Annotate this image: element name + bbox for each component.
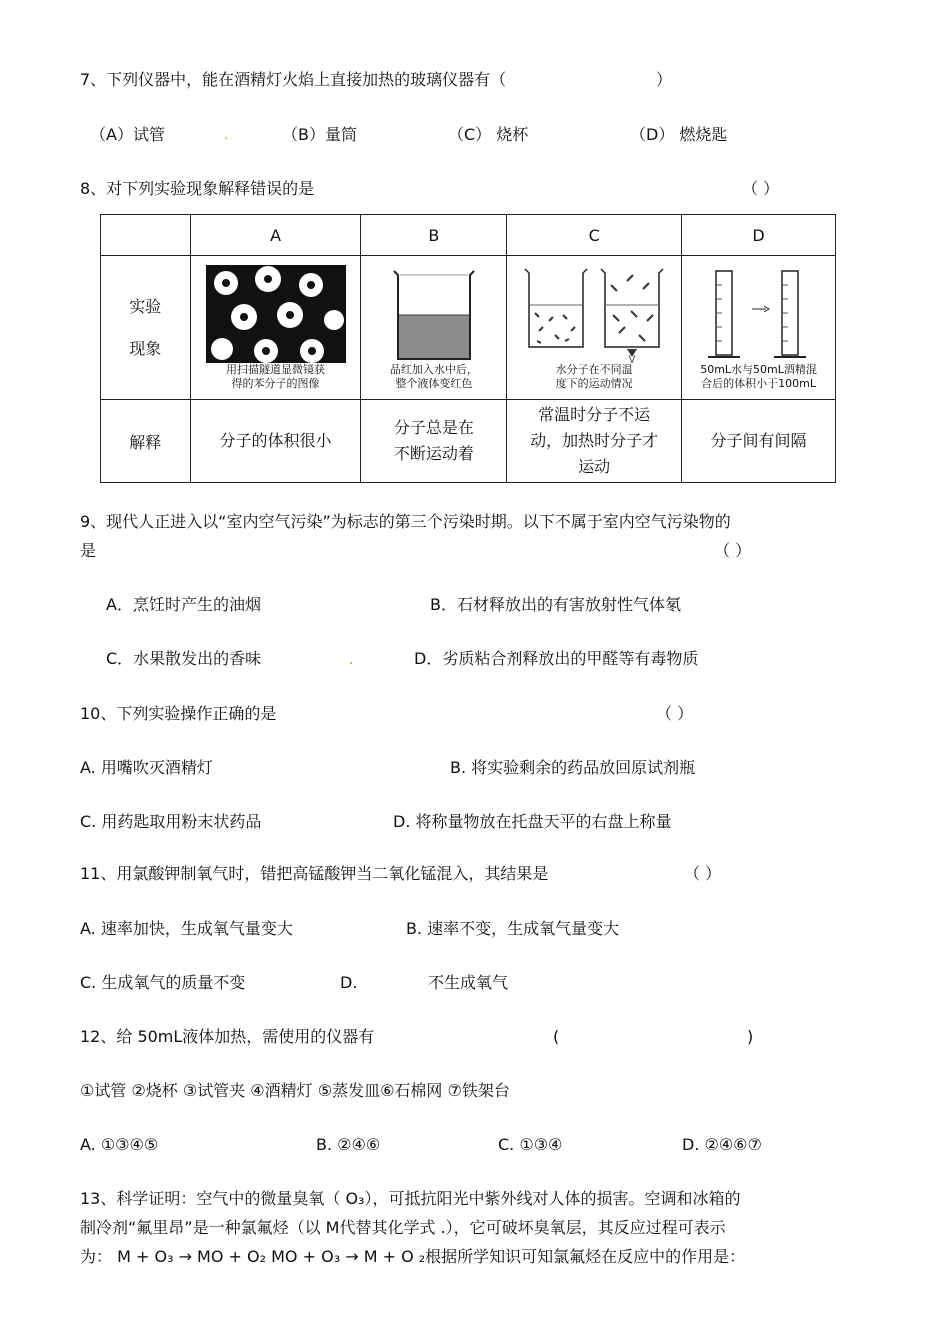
explanation-b-line1: 分子总是在: [393, 418, 474, 437]
q12-stem: 12、给 50mL液体加热，需使用的仪器有: [80, 1027, 375, 1046]
experiment-table: [100, 214, 836, 483]
cell-image-c: [507, 256, 682, 400]
benzene-stm-image: [206, 265, 346, 363]
cell-image-b: [361, 256, 507, 400]
q9-option-c: C．水果散发出的香味: [106, 649, 262, 668]
q9-option-d: D．劣质粘合剂释放出的甲醛等有毒物质: [414, 649, 699, 668]
q10-option-b: B. 将实验剩余的药品放回原试剂瓶: [450, 758, 696, 777]
q9-stem-cont: 是: [80, 541, 97, 560]
q13-line2: 制冷剂“氟里昂”是一种氯氟烃（以 M代替其化学式 .），它可破坏臭氧层，其反应过程可表示: [80, 1218, 726, 1237]
table-header-c: C: [507, 215, 682, 256]
caption-a-line2: 得的苯分子的图像: [231, 376, 320, 390]
q10-option-d: D. 将称量物放在托盘天平的右盘上称量: [393, 812, 672, 831]
q12-option-a: A. ①③④⑤: [80, 1135, 159, 1154]
table-header-b: B: [361, 215, 507, 256]
q12-option-c: C. ①③④: [498, 1135, 563, 1154]
explanation-c-line1: 常温时分子不运: [538, 405, 651, 424]
explanation-c: [507, 400, 682, 483]
caption-c-line1: 水分子在不同温: [555, 362, 633, 376]
q7-stem: 7、下列仪器中，能在酒精灯火焰上直接加热的玻璃仪器有（: [80, 70, 507, 89]
q9-stem: 9、现代人正进入以“室内空气污染”为标志的第三个污染时期。以下不属于室内空气污染物的: [80, 512, 731, 531]
stray-dot: .: [349, 652, 354, 668]
row-label-line2: 现象: [129, 338, 162, 358]
q11-option-d-text: 不生成氧气: [428, 973, 509, 992]
caption-b-line2: 整个液体变红色: [395, 376, 473, 390]
cell-image-d: [682, 256, 836, 400]
q8-paren: （ ）: [742, 179, 780, 198]
caption-d-line2: 合后的体积小于100mL: [701, 376, 816, 390]
explanation-c-line3: 运动: [578, 457, 611, 476]
explanation-b: [361, 400, 507, 483]
q7-option-a: （A）试管: [90, 125, 165, 144]
beaker-red-ink-image: [384, 265, 484, 363]
q10-option-c: C. 用药匙取用粉末状药品: [80, 812, 262, 831]
q7-option-c: （C） 烧杯: [448, 125, 529, 144]
explanation-c-line2: 动，加热时分子才: [530, 431, 659, 450]
explanation-d-line1: 分子间有间隔: [710, 431, 807, 450]
row-label-explanation: 解释: [101, 400, 191, 483]
caption-c-line2: 度下的运动情况: [555, 376, 633, 390]
q10-option-a: A. 用嘴吹灭酒精灯: [80, 758, 213, 777]
caption-a-line1: 用扫描隧道显微镜获: [226, 362, 326, 376]
q10-paren: （ ）: [656, 704, 694, 723]
table-header-empty: [101, 215, 191, 256]
q10-stem: 10、下列实验操作正确的是: [80, 704, 277, 723]
explanation-a-line1: 分子的体积很小: [219, 431, 332, 450]
q11-option-b: B. 速率不变，生成氧气量变大: [406, 919, 620, 938]
q12-option-b: B. ②④⑥: [316, 1135, 381, 1154]
q12-paren-close: ): [747, 1027, 754, 1046]
explanation-b-line2: 不断运动着: [393, 444, 474, 463]
q11-option-d-letter: D.: [340, 973, 358, 992]
row-label-phenomenon: [101, 256, 191, 400]
q9-option-a: A．烹饪时产生的油烟: [106, 595, 261, 614]
explanation-d: [682, 400, 836, 483]
stray-dot: .: [224, 127, 229, 143]
cell-image-a: [190, 256, 361, 400]
q13-line3: 为： M + O₃ → MO + O₂ MO + O₃ → M + O ₂根据所学知识可知氯氟烃在反应中的作用是：: [80, 1247, 746, 1266]
row-label-line1: 实验: [129, 296, 162, 316]
table-header-a: A: [190, 215, 361, 256]
q8-stem: 8、对下列实验现象解释错误的是: [80, 179, 315, 198]
water-molecules-image: [519, 265, 669, 363]
caption-d-line1: 50mL水与50mL酒精混: [700, 362, 817, 376]
q7-option-d: （D） 燃烧匙: [630, 125, 728, 144]
q7-option-b: （B）量筒: [282, 125, 357, 144]
q9-paren: （ ）: [714, 541, 752, 560]
q12-items: ①试管 ②烧杯 ③试管夹 ④酒精灯 ⑤蒸发皿⑥石棉网 ⑦铁架台: [80, 1081, 510, 1100]
graduated-cylinders-image: [694, 265, 824, 363]
q9-option-b: B．石材释放出的有害放射性气体氡: [430, 595, 681, 614]
q11-paren: （ ）: [684, 864, 722, 883]
table-header-d: D: [682, 215, 836, 256]
q13-line1: 13、科学证明：空气中的微量臭氧（ O₃），可抵抗阳光中紫外线对人体的损害。空调和冰箱的: [80, 1189, 741, 1208]
q11-stem: 11、用氯酸钾制氧气时，错把高锰酸钾当二氧化锰混入，其结果是: [80, 864, 549, 883]
q12-paren-open: (: [553, 1027, 560, 1046]
q11-option-c: C. 生成氧气的质量不变: [80, 973, 246, 992]
q7-paren: ）: [656, 70, 673, 89]
q11-option-a: A. 速率加快，生成氧气量变大: [80, 919, 293, 938]
caption-b-line1: 品红加入水中后，: [389, 362, 478, 376]
explanation-a: [190, 400, 361, 483]
q12-option-d: D. ②④⑥⑦: [682, 1135, 762, 1154]
